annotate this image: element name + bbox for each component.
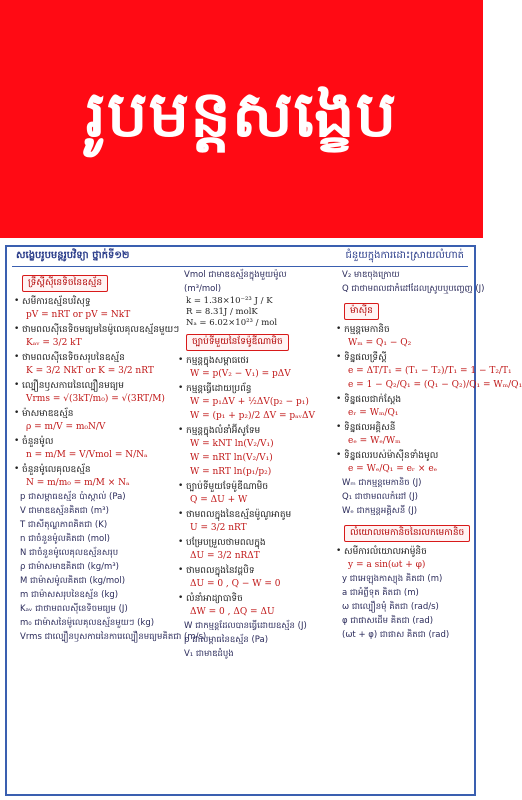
- thermo-item-formula: W = nRT ln(p₁/p₂): [190, 467, 272, 477]
- engine-item-formula: e = 1 − Q₂/Q₁ = (Q₁ − Q₂)/Q₁ = Wₘ/Q₁: [348, 380, 522, 390]
- thermo-item-formula: ΔW = 0 , ΔQ = ΔU: [190, 607, 275, 617]
- symbol-note: Wₑ ជាកម្មន្តអគ្គិសនី (J): [342, 506, 418, 516]
- section-engines: ម៉ាស៊ីន: [344, 303, 379, 320]
- symbol-note: V₂ មាឌចុងក្រោយ: [342, 270, 400, 280]
- thermo-item-label: • ច្បាប់ទីមួយទែម៉ូឌីណាមិច: [178, 481, 328, 494]
- thermo-item-formula: ΔU = 3/2 nRΔT: [190, 551, 260, 561]
- symbol-note: V₁ ជាមាឌដំបូង: [184, 649, 234, 659]
- kinetic-item-label: • ថាមពលស៊ីនេទិចមធ្យមនៃម៉ូលេគុលឧស្ម័នមួយៗ: [14, 324, 170, 337]
- section-oscillations: លំយោលមេកានិចនៃរលកមេកានិច: [344, 525, 470, 542]
- symbol-note: W ជាកម្មន្តដែលបានធ្វើដោយឧស្ម័ន (J): [184, 621, 307, 631]
- kinetic-item-label: • ថាមពលស៊ីនេទិចសរុបនៃឧស្ម័ន: [14, 352, 170, 365]
- engine-item-formula: Wₘ = Q₁ − Q₂: [348, 338, 412, 348]
- symbol-note: n ជាចំនួនម៉ូលគិតជា (mol): [20, 534, 110, 544]
- symbol-note: Q₁ ជាថាមពលកំដៅ (J): [342, 492, 418, 502]
- engine-item-label: • ទិន្នផលទ្រឹស្តី: [336, 352, 472, 365]
- symbol-note: m ជាម៉ាសសរុបនៃឧស្ម័ន (kg): [20, 590, 119, 600]
- sheet-header-subtitle: ជំនួយក្នុងការដោះស្រាយលំហាត់: [345, 250, 464, 261]
- symbol-note: T ជាសីតុណ្ហភាពគិតជា (K): [20, 520, 108, 530]
- symbol-note: M ជាម៉ាសម៉ូលគិតជា (kg/mol): [20, 576, 126, 586]
- symbol-note: a ជាអំព្លីទុត គិតជា (m): [342, 588, 419, 598]
- symbol-note: (ωt + φ) ជាផាស គិតជា (rad): [342, 630, 450, 640]
- symbol-note: V ជាមាឌឧស្ម័នគិតជា (m³): [20, 506, 109, 516]
- column-3: [336, 270, 522, 644]
- section-first-law: ច្បាប់ទីមួយនៃទែម៉ូឌីណាមិច: [186, 334, 289, 351]
- thermo-item-formula: W = nRT ln(V₂/V₁): [190, 453, 273, 463]
- thermo-item-formula: W = p(V₂ − V₁) = pΔV: [190, 369, 291, 379]
- thermo-item-formula: Q = ΔU + W: [190, 495, 248, 505]
- thermo-item-label: • ថាមពលក្នុងនៃវដ្តបិទ: [178, 565, 328, 578]
- kinetic-item-label: • ចំនួនម៉ូលេគុលឧស្ម័ន: [14, 464, 170, 477]
- constant: R = 8.31J / molK: [186, 307, 258, 317]
- kinetic-item-formula: ρ = m/V = m₀N/V: [26, 422, 106, 432]
- symbol-note: N ជាចំនួនម៉ូលេគុលឧស្ម័នសរុប: [20, 548, 119, 558]
- symbol-note: (m³/mol): [184, 284, 222, 294]
- symbol-note: y ជាអេឡុងកាស្យុង គិតជា (m): [342, 574, 443, 584]
- kinetic-item-formula: pV = nRT or pV = NkT: [26, 310, 131, 320]
- engine-item-formula: e = ΔT/T₁ = (T₁ − T₂)/T₁ = 1 − T₂/T₁: [348, 366, 512, 376]
- thermo-item-formula: ΔU = 0 , Q − W = 0: [190, 579, 281, 589]
- symbol-note: Kₐᵥ ជាថាមពលស៊ីនេទិចមធ្យម (J): [20, 604, 128, 614]
- symbol-note: Vmol ជាមាឌឧស្ម័នក្នុងមួយម៉ូល: [184, 270, 287, 280]
- kinetic-item-label: • ចំនួនម៉ូល: [14, 436, 170, 449]
- app-title: រូបមន្តសង្ខេប: [85, 78, 398, 152]
- symbol-note: Wₘ ជាកម្មន្តមេកានិច (J): [342, 478, 422, 488]
- thermo-item-label: • លំនាំអាដ្យាបាទិច: [178, 593, 328, 606]
- engine-item-formula: e = Wₑ/Q₁ = eᵣ × eₑ: [348, 464, 438, 474]
- thermo-item-label: • កម្មន្តក្នុងសម្ពាធថេរ: [178, 355, 328, 368]
- kinetic-item-label: • ល្បឿនឫសការេនៃល្បឿនមធ្យម: [14, 380, 170, 393]
- kinetic-item-label: • សមីការឧស្ម័នបរិសុទ្ធ: [14, 296, 170, 309]
- symbol-note: ω ជាល្បឿនមុំ គិតជា (rad/s): [342, 602, 439, 612]
- kinetic-item-label: • ម៉ាសមាឌឧស្ម័ន: [14, 408, 170, 421]
- formula-sheet-image: [0, 238, 522, 800]
- engine-item-label: • ទិន្នផលអគ្គិសនី: [336, 422, 472, 435]
- symbol-note: Q ជាថាមពលជាកំដៅដែលស្រូបឬបញ្ចេញ (J): [342, 284, 485, 294]
- symbol-note: φ ជាផាសដើម គិតជា (rad): [342, 616, 434, 626]
- kinetic-item-formula: K = 3/2 NkT or K = 3/2 nRT: [26, 366, 154, 376]
- symbol-note: ρ ជាម៉ាសមាឌគិតជា (kg/m³): [20, 562, 119, 572]
- section-kinetic-theory: ទ្រឹស្តីស៊ីនេទិចនៃឧស្ម័ន: [22, 275, 108, 292]
- engine-item-label: • កម្មន្តមេកានិច: [336, 324, 472, 337]
- oscillation-item-label: • សមីការលំយោលអាម៉ូនិច: [336, 546, 472, 559]
- symbol-note: Vrms ជាល្បឿនឫសការេនៃការេល្បឿនមធ្យមគិតជា (m/s): [20, 632, 207, 642]
- thermo-item-label: • កម្មន្តក្នុងលំនាំអ៊ីសូទែម: [178, 425, 328, 438]
- symbol-note: p ជាសម្ពាធឧស្ម័ន ប៉ាស្កាល់ (Pa): [20, 492, 126, 502]
- constant: Nₐ = 6.02×10²³ / mol: [186, 318, 278, 328]
- constant: k = 1.38×10⁻²³ J / K: [186, 296, 273, 306]
- kinetic-item-formula: Kₐᵥ = 3/2 kT: [26, 338, 82, 348]
- engine-item-label: • ទិន្នផលរបស់ម៉ាស៊ីនទាំងមូល: [336, 450, 472, 463]
- symbol-note: p ជាសម្ពាធនៃឧស្ម័ន (Pa): [184, 635, 269, 645]
- thermo-item-label: • កម្មន្តធ្វើដោយប្រព័ន្ធ: [178, 383, 328, 396]
- thermo-item-label: • បម្រែបម្រួលថាមពលក្នុង: [178, 537, 328, 550]
- thermo-item-formula: U = 3/2 nRT: [190, 523, 247, 533]
- engine-item-formula: eₑ = Wₑ/Wₘ: [348, 436, 401, 446]
- symbol-note: m₀ ជាម៉ាសនៃម៉ូលេគុលឧស្ម័នមួយៗ (kg): [20, 618, 155, 628]
- kinetic-item-formula: Vrms = √(3kT/m₀) = √(3RT/M): [26, 394, 165, 404]
- oscillation-item-formula: y = a sin(ωt + φ): [348, 560, 426, 570]
- kinetic-item-formula: n = m/M = V/Vmol = N/Nₐ: [26, 450, 148, 460]
- thermo-item-formula: W = kNT ln(V₂/V₁): [190, 439, 274, 449]
- sheet-header: [12, 248, 468, 267]
- sheet-header-title: សង្ខេបរូបមន្តរូបវិទ្យា ថ្នាក់ទី១២: [16, 250, 130, 261]
- thermo-item-label: • ថាមពលក្នុងនៃឧស្ម័នម៉ូណូអាតូម: [178, 509, 328, 522]
- kinetic-item-formula: N = m/m₀ = m/M × Nₐ: [26, 478, 130, 488]
- thermo-item-formula: W = p₁ΔV + ½ΔV(p₂ − p₁): [190, 397, 309, 407]
- title-banner: [0, 0, 483, 238]
- engine-item-label: • ទិន្នផលជាក់ស្តែង: [336, 394, 472, 407]
- thermo-item-formula: W = (p₁ + p₂)/2 ΔV = pₐᵥΔV: [190, 411, 316, 421]
- engine-item-formula: eᵣ = Wₘ/Q₁: [348, 408, 399, 418]
- column-2: [178, 270, 328, 663]
